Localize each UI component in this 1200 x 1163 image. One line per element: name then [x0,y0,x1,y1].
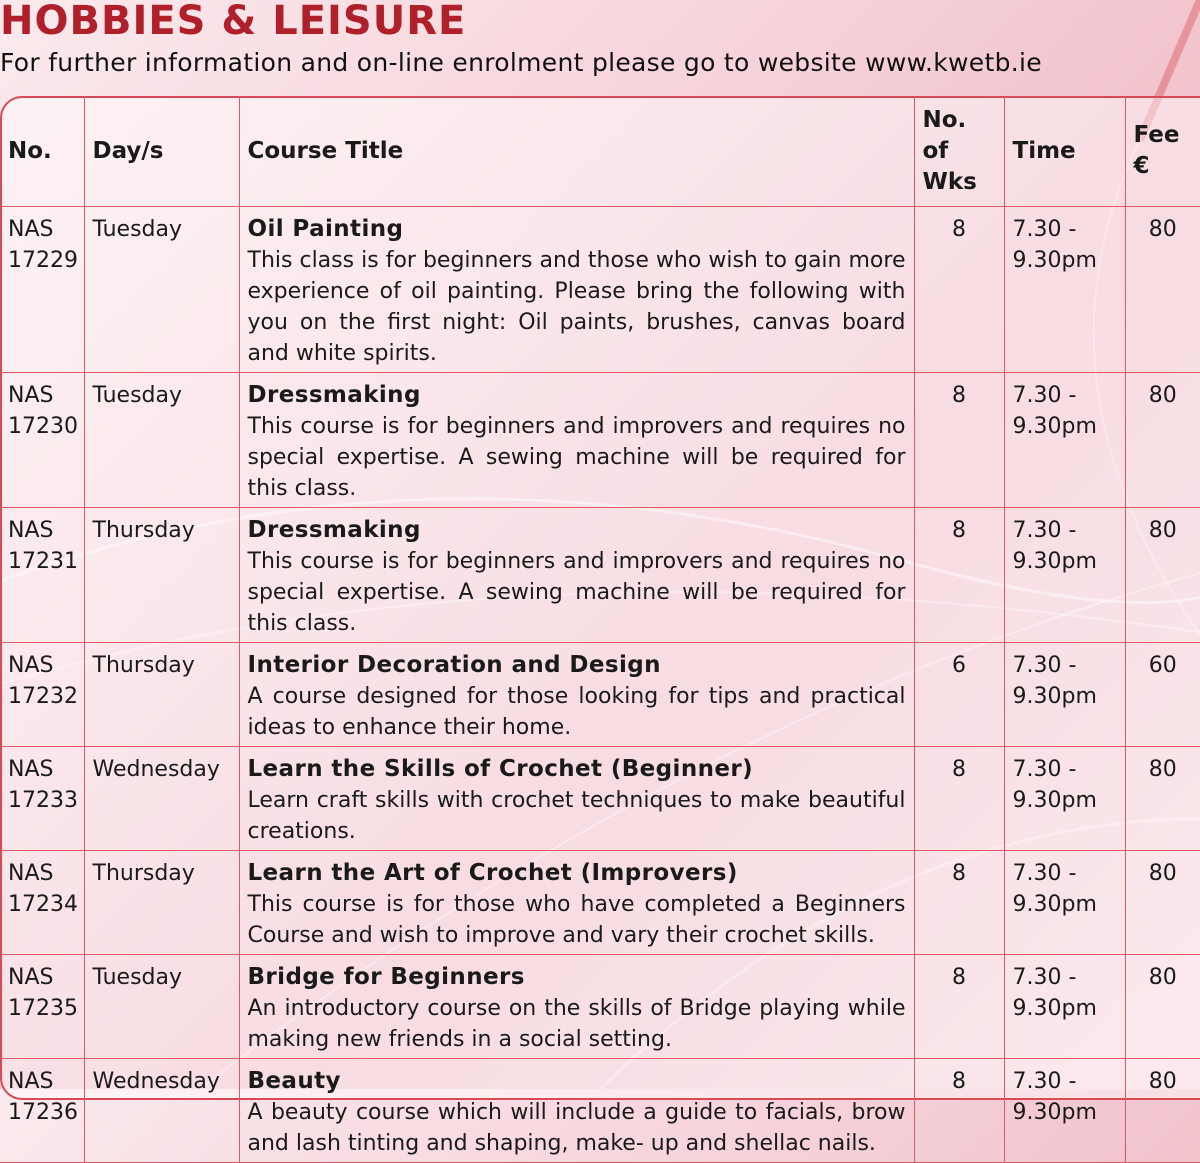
course-fee: 80 [1148,757,1177,782]
course-description: A beauty course which will include a guide to facials, brow and lash tinting and shaping, make- up and shellac nails. [247,1100,906,1156]
course-time-cell [1004,207,1125,373]
course-code-prefix: NAS [8,965,54,990]
course-weeks: 8 [952,861,966,886]
course-weeks: 6 [952,653,966,678]
course-weeks-cell [914,373,1004,508]
course-name: Bridge for Beginners [247,964,525,990]
course-code-cell [0,508,84,643]
course-fee: 80 [1148,383,1177,408]
course-time-start: 7.30 - [1012,861,1077,886]
course-weeks-cell [914,508,1004,643]
column-header-fee-line2: € [1133,153,1150,179]
course-row [0,643,1200,747]
course-weeks: 8 [952,1069,966,1094]
course-time-end: 9.30pm [1012,684,1097,709]
course-row [0,955,1200,1059]
course-fee: 80 [1148,1069,1177,1094]
course-weeks: 8 [952,383,966,408]
course-day: Thursday [92,653,195,678]
course-weeks-cell [914,643,1004,747]
course-fee-cell [1125,508,1200,643]
course-weeks: 8 [952,757,966,782]
course-time-cell [1004,747,1125,851]
course-fee: 80 [1148,217,1177,242]
course-code-prefix: NAS [8,518,54,543]
column-header-no [0,96,84,207]
course-time-start: 7.30 - [1012,383,1077,408]
course-day: Tuesday [92,217,183,242]
table-header-row [0,96,1200,207]
course-day: Thursday [92,518,195,543]
course-code-cell [0,1059,84,1163]
course-title-cell [239,508,914,643]
course-day: Wednesday [92,757,220,782]
course-title-cell [239,373,914,508]
column-header-time [1004,96,1125,207]
course-fee-cell [1125,207,1200,373]
course-day: Thursday [92,861,195,886]
course-day-cell [84,643,239,747]
course-code-number: 17233 [8,788,78,813]
course-fee: 60 [1148,653,1177,678]
column-header-day-label: Day/s [92,137,164,164]
course-code-cell [0,207,84,373]
course-code-number: 17230 [8,414,78,439]
column-header-day [84,96,239,207]
course-code-prefix: NAS [8,861,54,886]
course-fee-cell [1125,955,1200,1059]
course-fee: 80 [1148,861,1177,886]
course-time-start: 7.30 - [1012,965,1077,990]
course-name: Oil Painting [247,216,404,242]
course-time-cell [1004,955,1125,1059]
course-time-start: 7.30 - [1012,757,1077,782]
course-weeks-cell [914,955,1004,1059]
course-code-prefix: NAS [8,653,54,678]
course-code-cell [0,955,84,1059]
column-header-weeks-line1: No. [922,106,967,133]
course-day: Tuesday [92,965,183,990]
course-time-end: 9.30pm [1012,892,1097,917]
course-code-number: 17232 [8,684,78,709]
course-time-cell [1004,643,1125,747]
course-fee: 80 [1148,518,1177,543]
course-fee-cell [1125,747,1200,851]
course-fee-cell [1125,851,1200,955]
course-title-cell [239,1059,914,1163]
course-title-cell [239,643,914,747]
course-description: An introductory course on the skills of Bridge playing while making new friends in a social setting. [247,996,906,1052]
course-title-cell [239,851,914,955]
course-weeks-cell [914,851,1004,955]
course-fee-cell [1125,373,1200,508]
page-title: HOBBIES & LEISURE [0,0,467,44]
course-title-cell [239,747,914,851]
course-description: This course is for beginners and improvers and requires no special expertise. A sewing machine will be required for this class. [247,549,906,636]
course-row [0,1059,1200,1163]
course-code-number: 17235 [8,996,78,1021]
course-code-cell [0,851,84,955]
course-day-cell [84,747,239,851]
course-code-number: 17234 [8,892,78,917]
course-time-end: 9.30pm [1012,414,1097,439]
course-name: Interior Decoration and Design [247,652,661,678]
course-code-prefix: NAS [8,757,54,782]
course-row [0,207,1200,373]
course-fee-cell [1125,1059,1200,1163]
course-day: Wednesday [92,1069,220,1094]
course-day-cell [84,955,239,1059]
course-time-end: 9.30pm [1012,1100,1097,1125]
column-header-weeks-line3: Wks [922,168,977,195]
course-weeks: 8 [952,965,966,990]
column-header-weeks [914,96,1004,207]
course-name: Dressmaking [247,382,421,408]
course-code-number: 17229 [8,248,78,273]
course-time-end: 9.30pm [1012,549,1097,574]
course-name: Learn the Skills of Crochet (Beginner) [247,756,754,782]
course-code-prefix: NAS [8,217,54,242]
course-day-cell [84,207,239,373]
course-time-end: 9.30pm [1012,248,1097,273]
course-time-start: 7.30 - [1012,653,1077,678]
course-name: Dressmaking [247,517,421,543]
course-time-cell [1004,508,1125,643]
course-code-prefix: NAS [8,383,54,408]
course-table [0,96,1200,1163]
course-weeks-cell [914,1059,1004,1163]
course-row [0,747,1200,851]
course-weeks: 8 [952,518,966,543]
column-header-fee [1125,96,1200,207]
course-time-start: 7.30 - [1012,518,1077,543]
course-row [0,508,1200,643]
course-day-cell [84,851,239,955]
course-description: A course designed for those looking for tips and practical ideas to enhance their home. [247,684,906,740]
course-code-cell [0,747,84,851]
column-header-fee-line1: Fee [1133,122,1180,148]
column-header-time-label: Time [1012,137,1076,164]
course-time-start: 7.30 - [1012,1069,1077,1094]
course-time-end: 9.30pm [1012,996,1097,1021]
course-title-cell [239,955,914,1059]
course-name: Learn the Art of Crochet (Improvers) [247,860,738,886]
course-weeks-cell [914,747,1004,851]
course-fee: 80 [1148,965,1177,990]
course-time-cell [1004,1059,1125,1163]
course-time-end: 9.30pm [1012,788,1097,813]
column-header-course-title-label: Course Title [247,137,404,164]
course-description: This course is for beginners and improvers and requires no special expertise. A sewing machine will be required for this class. [247,414,906,501]
course-weeks-cell [914,207,1004,373]
course-description: Learn craft skills with crochet techniques to make beautiful creations. [247,788,906,844]
course-description: This class is for beginners and those who wish to gain more experience of oil painting. Please bring the following with you on the first night: Oil paints, brushes, canvas board and white spirits. [247,248,906,366]
course-fee-cell [1125,643,1200,747]
page-subtitle: For further information and on-line enrolment please go to website www.kwetb.ie [0,48,1042,77]
course-description: This course is for those who have completed a Beginners Course and wish to improve and vary their crochet skills. [247,892,906,948]
course-code-cell [0,643,84,747]
course-time-start: 7.30 - [1012,217,1077,242]
column-header-course-title [239,96,914,207]
course-row [0,851,1200,955]
column-header-weeks-line2: of [922,137,949,164]
course-code-prefix: NAS [8,1069,54,1094]
course-code-cell [0,373,84,508]
course-day: Tuesday [92,383,183,408]
course-row [0,373,1200,508]
course-day-cell [84,508,239,643]
course-time-cell [1004,851,1125,955]
course-weeks: 8 [952,217,966,242]
course-day-cell [84,1059,239,1163]
course-title-cell [239,207,914,373]
course-time-cell [1004,373,1125,508]
course-code-number: 17236 [8,1100,78,1125]
column-header-no-label: No. [8,137,52,164]
course-day-cell [84,373,239,508]
course-name: Beauty [247,1068,341,1094]
course-code-number: 17231 [8,549,78,574]
